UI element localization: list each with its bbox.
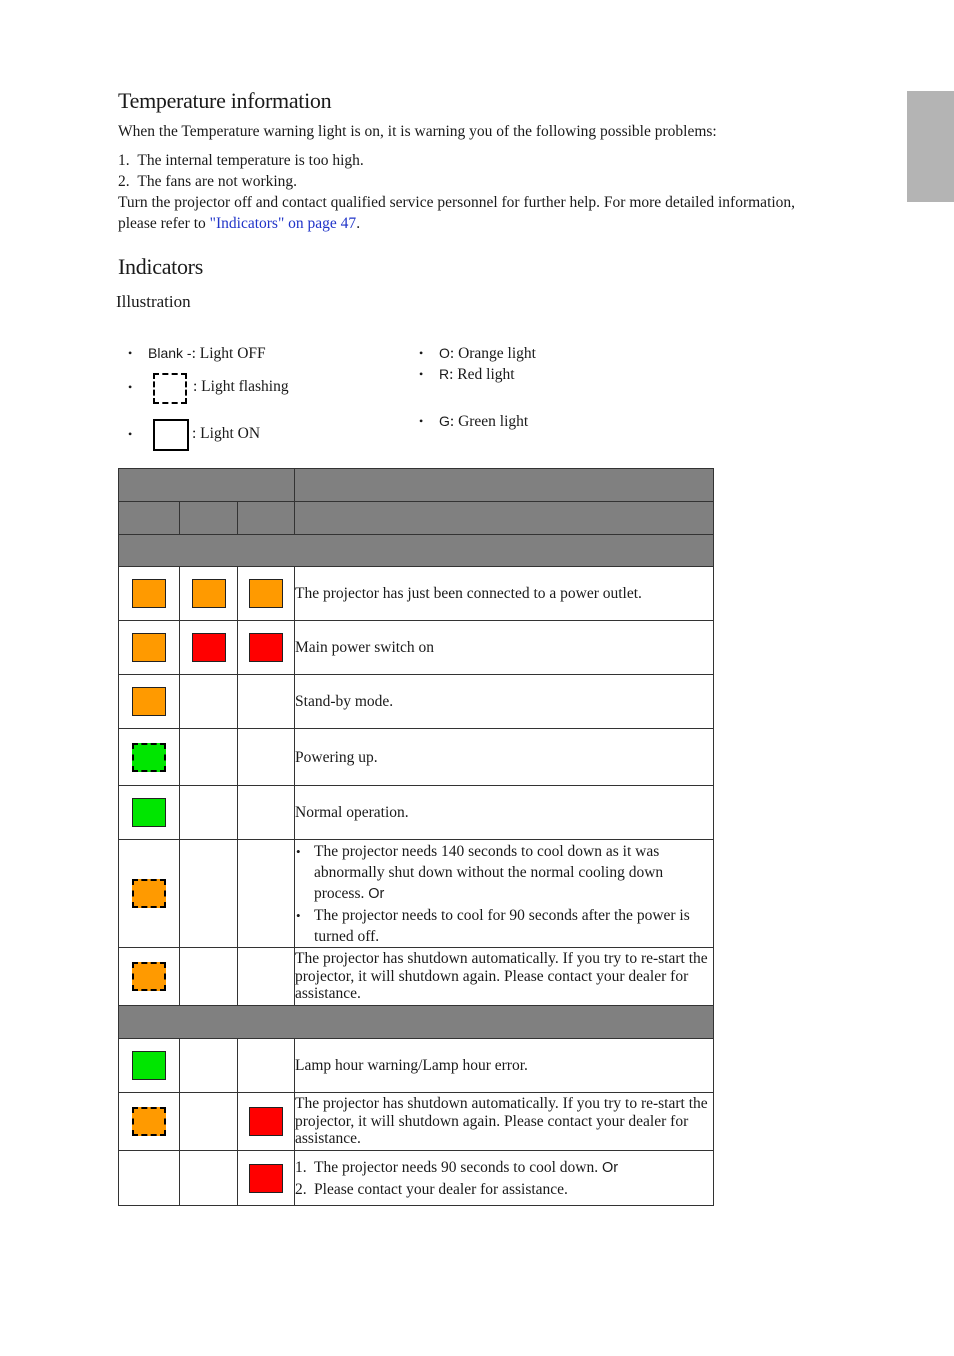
problem-text: The fans are not working. [137, 173, 298, 190]
legend-green-text: : Green light [449, 413, 529, 430]
lamp-cell-3 [238, 675, 295, 729]
legend-red-text: : Red light [449, 366, 515, 383]
green-flashing-light-icon [132, 743, 166, 772]
item-number: 1. [295, 1158, 307, 1176]
lamp-cell-2 [180, 1039, 238, 1093]
legend-bullet: • [419, 367, 424, 381]
problem-list [118, 150, 878, 234]
advice-line: Turn the projector off and contact qualified service personnel for further help. For more detailed information, [118, 194, 796, 211]
green-steady-light-icon [132, 1051, 166, 1080]
section-header-cell [119, 1006, 714, 1039]
status-description: Powering up. [295, 729, 714, 786]
orange-flashing-light-icon [132, 1107, 166, 1136]
table-row [119, 1093, 714, 1151]
legend-blank-key: Blank - [148, 345, 192, 361]
red-steady-light-icon [249, 1107, 283, 1136]
description-bullet-list [295, 841, 713, 947]
status-description: The projector has shutdown automatically. If you try to re-start the projector, it will shutdown again. Please contact your dealer for assistance. [295, 1093, 714, 1151]
problem-item [118, 150, 878, 171]
chapter-tab [907, 91, 954, 202]
temperature-intro: When the Temperature warning light is on, it is warning you of the following possible problems: [118, 123, 717, 140]
legend-orange-key: O [439, 345, 450, 361]
section-heading-temperature: Temperature information [118, 88, 332, 113]
lamp-cell-1 [119, 729, 180, 786]
lamp-cell-1 [119, 948, 180, 1006]
lamp-cell-1 [119, 675, 180, 729]
table-row [119, 675, 714, 729]
indicator-table [118, 468, 714, 1206]
table-row [119, 1039, 714, 1093]
lamp-cell-2 [180, 567, 238, 621]
description-numbered-item [295, 1179, 713, 1200]
orange-steady-light-icon [249, 579, 283, 608]
legend-bullet: • [419, 346, 424, 360]
legend-bullet: • [128, 427, 133, 441]
lamp-cell-2 [180, 621, 238, 675]
table-row [119, 840, 714, 948]
orange-steady-light-icon [192, 579, 226, 608]
lamp-cell-2 [180, 675, 238, 729]
legend-red [439, 364, 515, 385]
lamp-cell-1 [119, 786, 180, 840]
description-bullet-item [295, 905, 713, 947]
red-steady-light-icon [192, 633, 226, 662]
table-row [119, 567, 714, 621]
subheading-illustration: Illustration [116, 292, 191, 311]
legend-blank [148, 343, 266, 364]
legend-orange-text: : Orange light [449, 345, 536, 362]
or-connector: Or [601, 1159, 619, 1176]
problem-item [118, 171, 878, 192]
legend-green-key: G [439, 413, 450, 429]
lamp-cell-1 [119, 621, 180, 675]
lamp-cell-3 [238, 567, 295, 621]
lamp-cell-3 [238, 729, 295, 786]
orange-flashing-light-icon [132, 879, 166, 908]
header-cell-light-1 [119, 502, 180, 535]
status-description [295, 1151, 714, 1206]
or-connector: Or [368, 885, 385, 902]
advice-prefix: please refer to [118, 215, 210, 232]
lamp-cell-3 [238, 1039, 295, 1093]
advice-suffix: . [356, 215, 361, 232]
description-numbered-item [295, 1157, 713, 1179]
red-steady-light-icon [249, 633, 283, 662]
status-description [295, 840, 714, 948]
advice-line-2 [118, 213, 878, 234]
lamp-cell-1 [119, 1093, 180, 1151]
orange-flashing-light-icon [132, 962, 166, 991]
lamp-cell-3 [238, 621, 295, 675]
section-header-cell [119, 535, 714, 567]
status-description: The projector has just been connected to a power outlet. [295, 567, 714, 621]
lamp-cell-3 [238, 948, 295, 1006]
lamp-cell-2 [180, 1093, 238, 1151]
green-steady-light-icon [132, 798, 166, 827]
orange-steady-light-icon [132, 687, 166, 716]
problem-text: The internal temperature is too high. [137, 152, 364, 169]
section-heading-indicators: Indicators [118, 254, 203, 279]
lamp-cell-3 [238, 786, 295, 840]
status-description: Main power switch on [295, 621, 714, 675]
lamp-cell-2 [180, 1151, 238, 1206]
legend-green [439, 411, 528, 432]
table-row [119, 948, 714, 1006]
red-steady-light-icon [249, 1164, 283, 1193]
legend-bullet: • [128, 380, 133, 394]
bullet-text: The projector needs 140 seconds to cool down as it was abnormally shut down without the normal cooling down process. [314, 842, 664, 902]
status-description: Stand-by mode. [295, 675, 714, 729]
lamp-cell-2 [180, 729, 238, 786]
table-subheader-row [119, 502, 714, 535]
header-cell-description [295, 502, 714, 535]
item-number: 2. [295, 1180, 307, 1198]
indicators-page-link[interactable]: "Indicators" on page 47 [209, 215, 357, 232]
header-cell-light-3 [238, 502, 295, 535]
legend-orange [439, 343, 536, 364]
legend-on-text: : Light ON [192, 425, 261, 442]
orange-steady-light-icon [132, 633, 166, 662]
status-description: The projector has shutdown automatically. If you try to re-start the projector, it will shutdown again. Please contact your dealer for assistance. [295, 948, 714, 1006]
legend-flashing-text: : Light flashing [193, 378, 289, 395]
bullet-text: The projector needs to cool for 90 seconds after the power is turned off. [314, 906, 690, 945]
item-text: The projector needs 90 seconds to cool down. [314, 1158, 602, 1176]
orange-steady-light-icon [132, 579, 166, 608]
lamp-cell-3 [238, 1151, 295, 1206]
table-row [119, 729, 714, 786]
lamp-cell-2 [180, 840, 238, 948]
status-description: Normal operation. [295, 786, 714, 840]
legend-red-key: R [439, 366, 450, 382]
lamp-cell-1 [119, 840, 180, 948]
table-row [119, 1151, 714, 1206]
table-row [119, 621, 714, 675]
problem-number: 1. [118, 152, 130, 169]
lamp-cell-3 [238, 840, 295, 948]
item-text: Please contact your dealer for assistance. [314, 1180, 568, 1198]
header-cell-status [295, 469, 714, 502]
legend-blank-text: : Light OFF [191, 345, 266, 362]
steady-light-icon [153, 419, 189, 451]
lamp-cell-2 [180, 786, 238, 840]
flashing-light-icon [153, 373, 187, 404]
header-cell-light-2 [180, 502, 238, 535]
problem-number: 2. [118, 173, 130, 190]
lamp-cell-1 [119, 567, 180, 621]
description-numbered-list [295, 1157, 713, 1200]
table-section-row [119, 1006, 714, 1039]
lamp-cell-3 [238, 1093, 295, 1151]
header-cell-lights [119, 469, 295, 502]
legend-bullet: • [128, 346, 133, 360]
table-row [119, 786, 714, 840]
status-description: Lamp hour warning/Lamp hour error. [295, 1039, 714, 1093]
lamp-cell-1 [119, 1151, 180, 1206]
lamp-cell-1 [119, 1039, 180, 1093]
description-bullet-item [295, 841, 713, 905]
lamp-cell-2 [180, 948, 238, 1006]
legend-bullet: • [419, 414, 424, 428]
table-header-row [119, 469, 714, 502]
table-section-row [119, 535, 714, 567]
